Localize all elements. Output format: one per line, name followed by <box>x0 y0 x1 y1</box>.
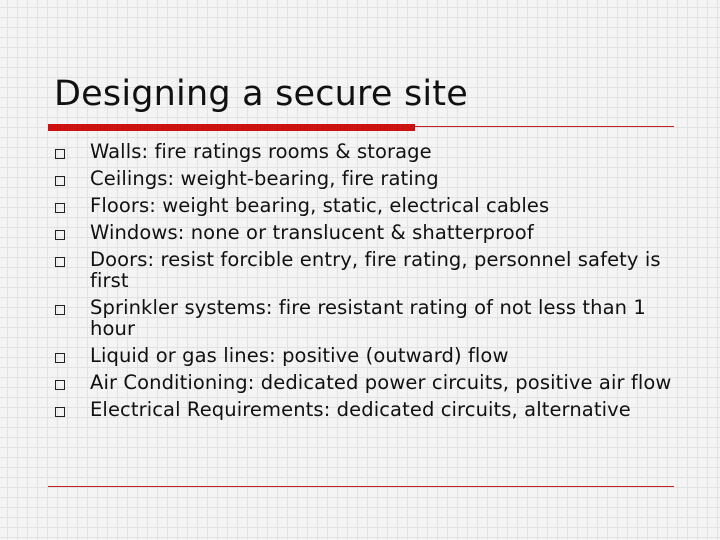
bullet-text: Ceilings: weight-bearing, fire rating <box>90 167 439 190</box>
list-item <box>52 372 682 393</box>
bullet-text: Air Conditioning: dedicated power circuits, positive air flow <box>90 371 672 394</box>
list-item <box>52 195 682 216</box>
list-item <box>52 345 682 366</box>
square-bullet-icon <box>55 353 65 363</box>
list-item <box>52 222 682 243</box>
square-bullet-icon <box>55 230 65 240</box>
bullet-text: Electrical Requirements: dedicated circuits, alternative <box>90 398 631 421</box>
footer-divider <box>48 486 674 487</box>
bullet-text: Floors: weight bearing, static, electrical cables <box>90 194 550 217</box>
square-bullet-icon <box>55 176 65 186</box>
list-item <box>52 297 682 339</box>
square-bullet-icon <box>55 380 65 390</box>
square-bullet-icon <box>55 305 65 315</box>
square-bullet-icon <box>55 149 65 159</box>
square-bullet-icon <box>55 407 65 417</box>
square-bullet-icon <box>55 203 65 213</box>
list-item <box>52 168 682 189</box>
bullet-text: Windows: none or translucent & shatterproof <box>90 221 534 244</box>
bullet-list <box>52 141 682 426</box>
list-item <box>52 141 682 162</box>
list-item <box>52 249 682 291</box>
bullet-text: Doors: resist forcible entry, fire rating, personnel safety is first <box>90 248 661 292</box>
title-underline-accent <box>48 124 415 131</box>
bullet-text: Liquid or gas lines: positive (outward) flow <box>90 344 509 367</box>
list-item <box>52 399 682 420</box>
bullet-text: Walls: fire ratings rooms & storage <box>90 140 432 163</box>
bullet-text: Sprinkler systems: fire resistant rating of not less than 1 hour <box>90 296 646 340</box>
square-bullet-icon <box>55 257 65 267</box>
title-underline <box>48 123 674 131</box>
slide-title: Designing a secure site <box>54 74 468 114</box>
